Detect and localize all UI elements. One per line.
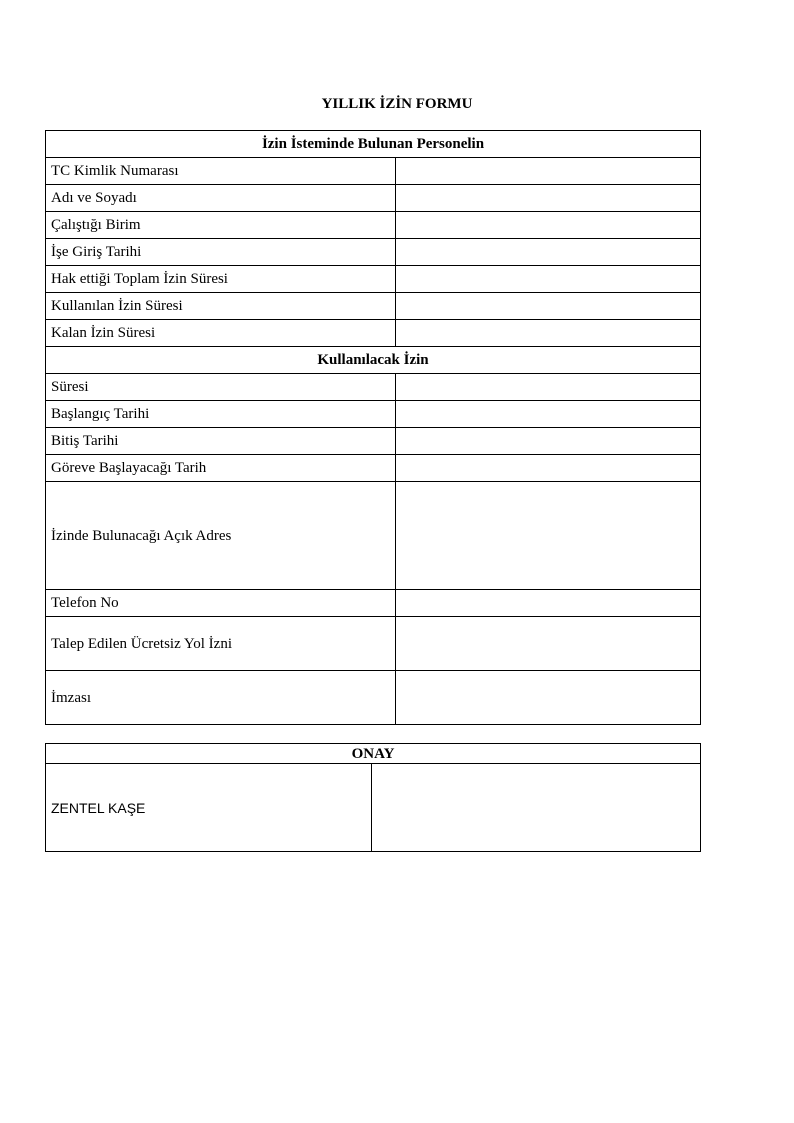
row-label: İşe Giriş Tarihi <box>46 239 396 266</box>
leave-section-header-row <box>46 347 701 374</box>
name-surname-value-cell[interactable] <box>396 185 701 212</box>
row-label: Çalıştığı Birim <box>46 212 396 239</box>
row-label: TC Kimlik Numarası <box>46 158 396 185</box>
row-label: İmzası <box>46 671 396 725</box>
table-row <box>46 617 701 671</box>
leave-section-heading: Kullanılacak İzin <box>46 347 701 374</box>
row-label: Adı ve Soyadı <box>46 185 396 212</box>
approval-body-row <box>46 764 701 852</box>
row-label: Talep Edilen Ücretsiz Yol İzni <box>46 617 396 671</box>
return-date-value-cell[interactable] <box>396 455 701 482</box>
table-row <box>46 266 701 293</box>
address-value-cell[interactable] <box>396 482 701 590</box>
row-label: Hak ettiği Toplam İzin Süresi <box>46 266 396 293</box>
end-date-value-cell[interactable] <box>396 428 701 455</box>
form-title: YILLIK İZİN FORMU <box>321 96 473 112</box>
signature-value-cell[interactable] <box>396 671 701 725</box>
tc-kimlik-value-cell[interactable] <box>396 158 701 185</box>
row-label: Kalan İzin Süresi <box>46 320 396 347</box>
table-row <box>46 320 701 347</box>
remaining-leave-value-cell[interactable] <box>396 320 701 347</box>
personnel-section-header-row <box>46 131 701 158</box>
approval-signature-cell[interactable] <box>372 764 701 852</box>
hire-date-value-cell[interactable] <box>396 239 701 266</box>
table-row <box>46 401 701 428</box>
table-row <box>46 671 701 725</box>
table-row <box>46 590 701 617</box>
row-label: Telefon No <box>46 590 396 617</box>
row-label: Göreve Başlayacağı Tarih <box>46 455 396 482</box>
start-date-value-cell[interactable] <box>396 401 701 428</box>
table-row <box>46 482 701 590</box>
table-row <box>46 374 701 401</box>
table-row <box>46 239 701 266</box>
row-label: Bitiş Tarihi <box>46 428 396 455</box>
table-row <box>46 293 701 320</box>
leave-duration-value-cell[interactable] <box>396 374 701 401</box>
phone-value-cell[interactable] <box>396 590 701 617</box>
approval-table <box>45 743 701 852</box>
total-leave-entitlement-value-cell[interactable] <box>396 266 701 293</box>
row-label: Başlangıç Tarihi <box>46 401 396 428</box>
approval-heading: ONAY <box>46 744 701 764</box>
unpaid-travel-leave-value-cell[interactable] <box>396 617 701 671</box>
row-label: Kullanılan İzin Süresi <box>46 293 396 320</box>
row-label: İzinde Bulunacağı Açık Adres <box>46 482 396 590</box>
table-row <box>46 212 701 239</box>
stamp-label: ZENTEL KAŞE <box>46 764 372 852</box>
table-row <box>46 455 701 482</box>
row-label: Süresi <box>46 374 396 401</box>
personnel-section-heading: İzin İsteminde Bulunan Personelin <box>46 131 701 158</box>
approval-header-row <box>46 744 701 764</box>
leave-request-table <box>45 130 701 725</box>
table-row <box>46 185 701 212</box>
table-row <box>46 428 701 455</box>
used-leave-value-cell[interactable] <box>396 293 701 320</box>
table-row <box>46 158 701 185</box>
department-value-cell[interactable] <box>396 212 701 239</box>
